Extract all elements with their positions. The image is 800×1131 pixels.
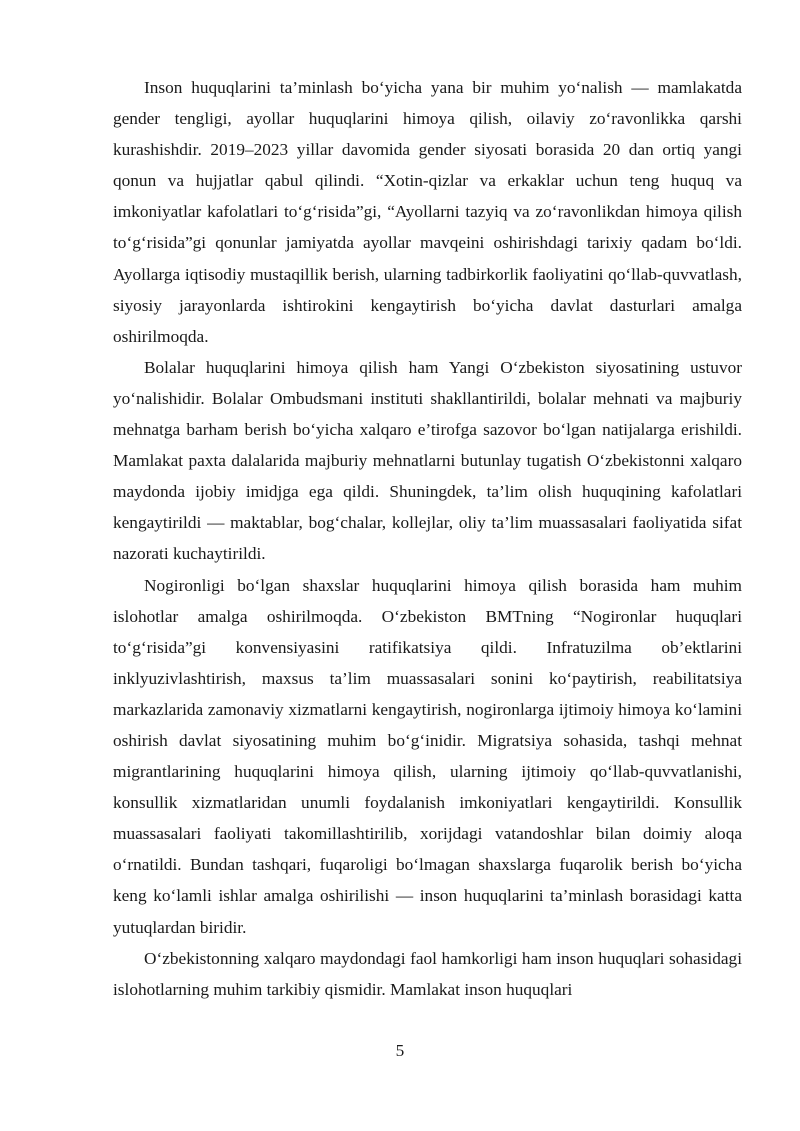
paragraph-children-rights: Bolalar huquqlarini himoya qilish ham Yangi O‘zbekiston siyosatining ustuvor yo‘nalishidir. Bolalar Ombudsmani instituti shakllantirildi, bolalar mehnati va majburiy mehnatga barham berish bo‘yicha xalqaro e’tirofga sazovor bo‘lgan natijalarga erishildi. Mamlakat paxta dalalarida majburiy mehnatlarni butunlay tugatish O‘zbekistonni xalqaro maydonda ijobiy imidjga ega qildi. Shuningdek, ta’lim olish huquqining kafolatlari kengaytirildi — maktablar, bog‘chalar, kollejlar, oliy ta’lim muassasalari faoliyatida sifat nazorati kuchaytirildi. xyxy=(113,357,742,564)
body-text xyxy=(113,72,742,1005)
page-number: 5 xyxy=(395,1041,405,1060)
paragraph-disability-migration: Nogironligi bo‘lgan shaxslar huquqlarini himoya qilish borasida ham muhim islohotlar amalga oshirilmoqda. O‘zbekiston BMTning “Nogironlar huquqlari to‘g‘risida”gi konvensiyasini ratifikatsiya qildi. Infratuzilma ob’ektlarini inklyuzivlashtirish, maxsus ta’lim muassasalari sonini ko‘paytirish, reabilitatsiya markazlarida zamonaviy xizmatlarni kengaytirish, nogironlarga ijtimoiy himoya ko‘lamini oshirish davlat siyosatining muhim bo‘g‘inidir. Migratsiya sohasida, tashqi mehnat migrantlarining huquqlarini himoya qilish, ularning ijtimoiy qo‘llab-quvvatlanishi, konsullik xizmatlaridan unumli foydalanish imkoniyatlari kengaytirildi. Konsullik muassasalari faoliyati takomillashtirilib, xorijdagi vatandoshlar bilan doimiy aloqa o‘rnatildi. Bundan tashqari, fuqaroligi bo‘lmagan shaxslarga fuqarolik berish bo‘yicha keng ko‘lamli ishlar amalga oshirilishi — inson huquqlarini ta’minlash borasidagi katta yutuqlardan biridir. xyxy=(113,575,742,937)
paragraph-gender-equality: Inson huquqlarini ta’minlash bo‘yicha yana bir muhim yo‘nalish — mamlakatda gender tengligi, ayollar huquqlarini himoya qilish, oilaviy zo‘ravonlikka qarshi kurashishdir. 2019–2023 yillar davomida gender siyosati borasida 20 dan ortiq yangi qonun va hujjatlar qabul qilindi. “Xotin-qizlar va erkaklar uchun teng huquq va imkoniyatlar kafolatlari to‘g‘risida”gi, “Ayollarni tazyiq va zo‘ravonlikdan himoya qilish to‘g‘risida”gi qonunlar jamiyatda ayollar mavqeini oshirishdagi tarixiy qadam bo‘ldi. Ayollarga iqtisodiy mustaqillik berish, ularning tadbirkorlik faoliyatini qo‘llab-quvvatlash, siyosiy jarayonlarda ishtirokini kengaytirish bo‘yicha davlat dasturlari amalga oshirilmoqda. xyxy=(113,78,742,346)
paragraph-international-cooperation: O‘zbekistonning xalqaro maydondagi faol hamkorligi ham inson huquqlari sohasidagi islohotlarning muhim tarkibiy qismidir. Mamlakat inson huquqlari xyxy=(113,948,742,999)
